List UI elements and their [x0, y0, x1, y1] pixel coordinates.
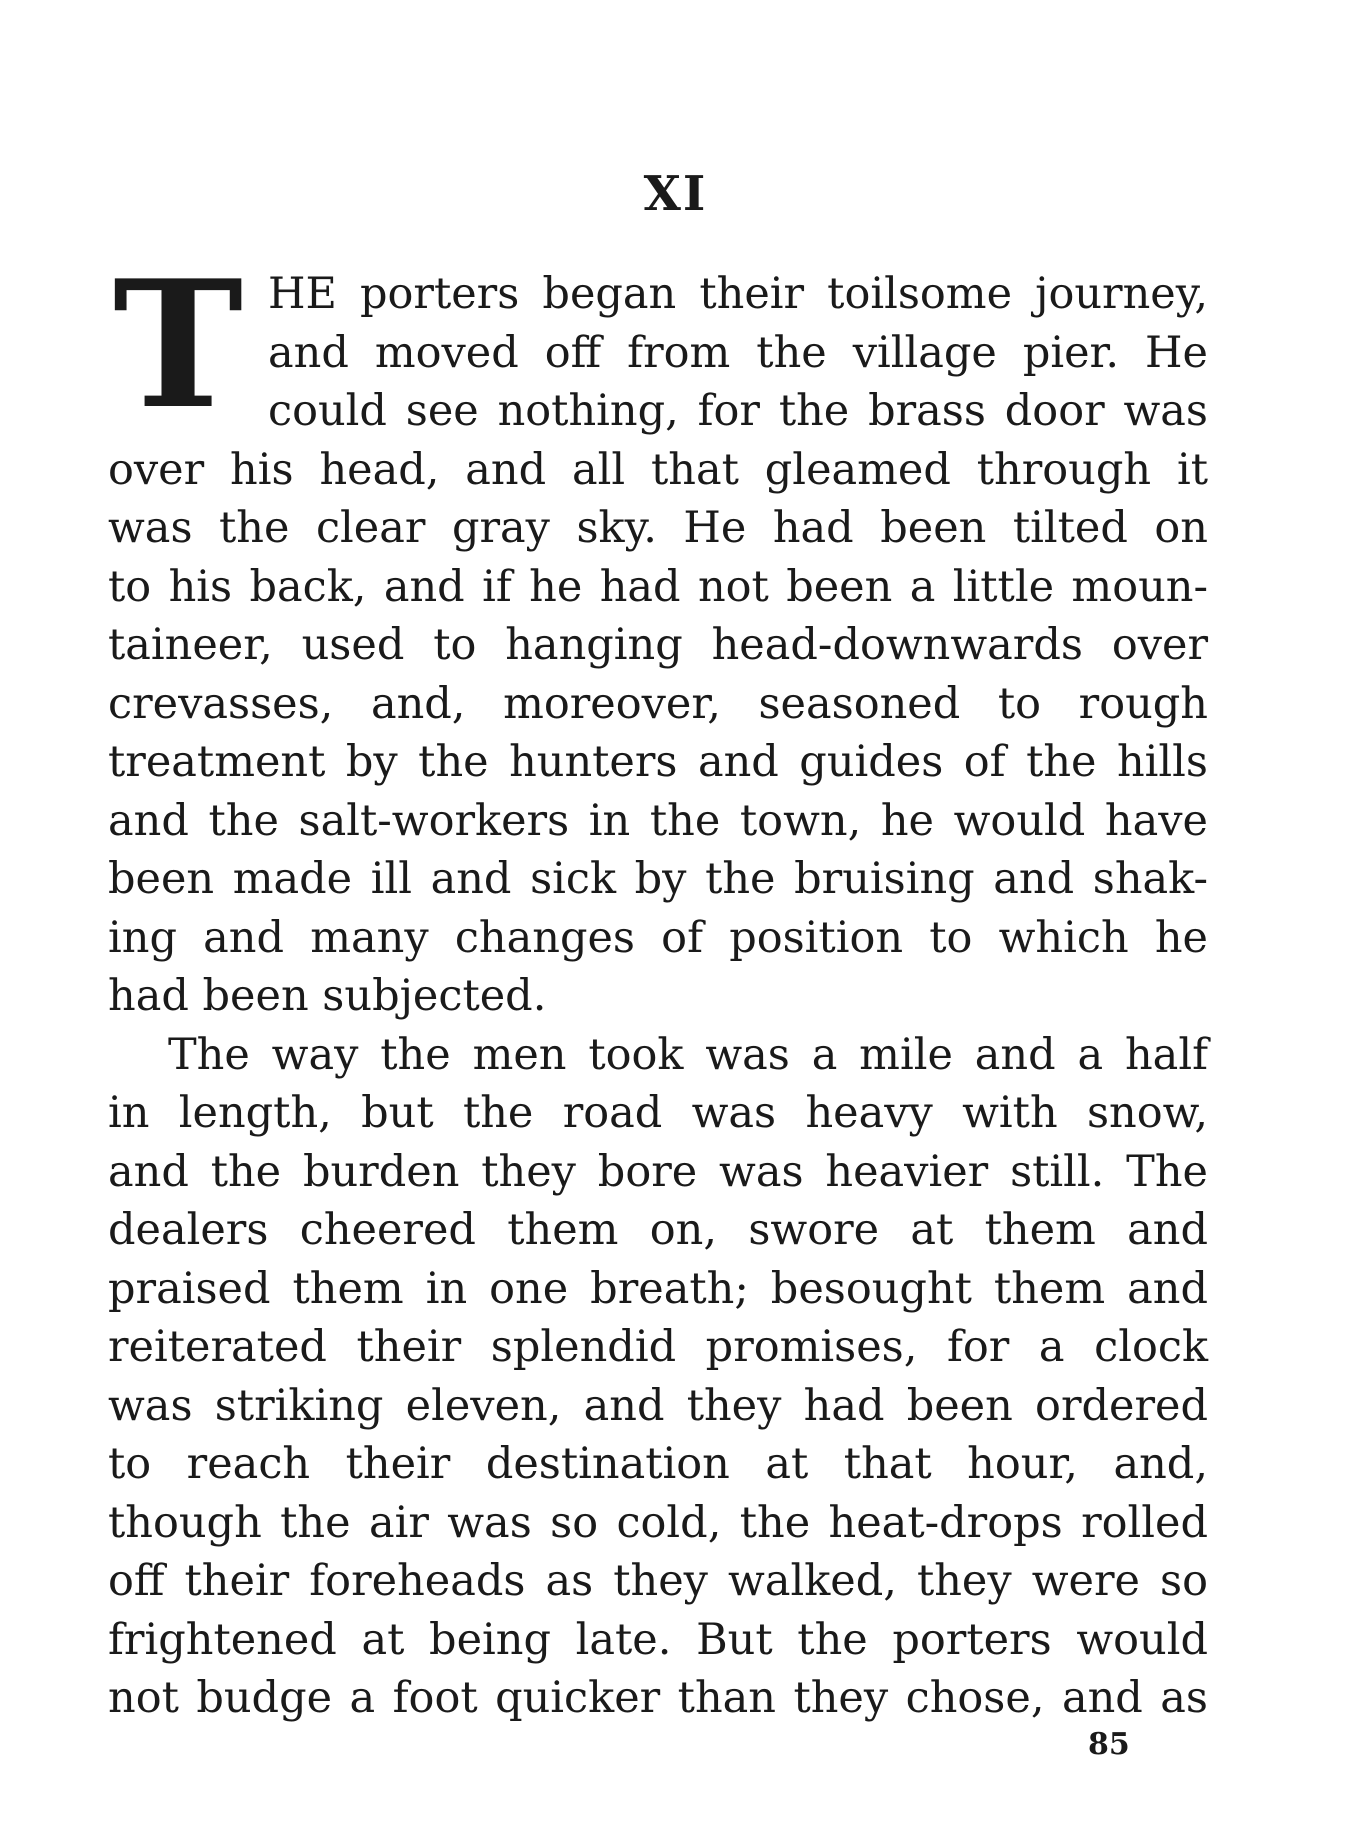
- text-line: not budge a foot quicker than they chose, and as: [108, 1673, 1208, 1723]
- text-line: crevasses, and, moreover, seasoned to rough: [108, 678, 1208, 729]
- text-line: was striking eleven, and they had been ordered: [108, 1380, 1208, 1431]
- drop-cap: T: [112, 243, 244, 448]
- text-line: over his head, and all that gleamed through it: [108, 444, 1208, 495]
- text-line: praised them in one breath; besought them and: [108, 1263, 1208, 1314]
- text-line: HE porters began their toilsome journey,: [268, 269, 1208, 319]
- page-number: 85: [1088, 1727, 1130, 1762]
- text-line: to his back, and if he had not been a little moun-: [108, 561, 1208, 612]
- text-line: was the clear gray sky. He had been tilted on: [108, 503, 1208, 553]
- text-line: and the salt-workers in the town, he would have: [108, 795, 1208, 846]
- text-line: been made ill and sick by the bruising and shak-: [108, 854, 1208, 904]
- text-line: and moved off from the village pier. He: [268, 327, 1208, 378]
- text-line: taineer, used to hanging head-downwards over: [108, 620, 1208, 670]
- chapter-heading: XI: [643, 166, 708, 222]
- text-line: had been subjected.: [108, 971, 547, 1021]
- text-line: to reach their destination at that hour, and,: [108, 1439, 1208, 1489]
- body-text: [108, 243, 1208, 1728]
- text-line: The way the men took was a mile and a half: [168, 1029, 1208, 1080]
- text-line: reiterated their splendid promises, for a clock: [108, 1322, 1208, 1372]
- text-line: in length, but the road was heavy with snow,: [108, 1088, 1208, 1138]
- text-line: frightened at being late. But the porters would: [108, 1614, 1208, 1665]
- text-line: and the burden they bore was heavier still. The: [108, 1146, 1208, 1197]
- text-line: could see nothing, for the brass door was: [268, 386, 1208, 436]
- text-line: though the air was so cold, the heat-drops rolled: [108, 1497, 1208, 1548]
- text-line: ing and many changes of position to which he: [108, 912, 1208, 963]
- text-line: treatment by the hunters and guides of the hills: [108, 737, 1208, 787]
- text-line: off their foreheads as they walked, they were so: [108, 1556, 1208, 1606]
- text-line: dealers cheered them on, swore at them and: [108, 1205, 1208, 1255]
